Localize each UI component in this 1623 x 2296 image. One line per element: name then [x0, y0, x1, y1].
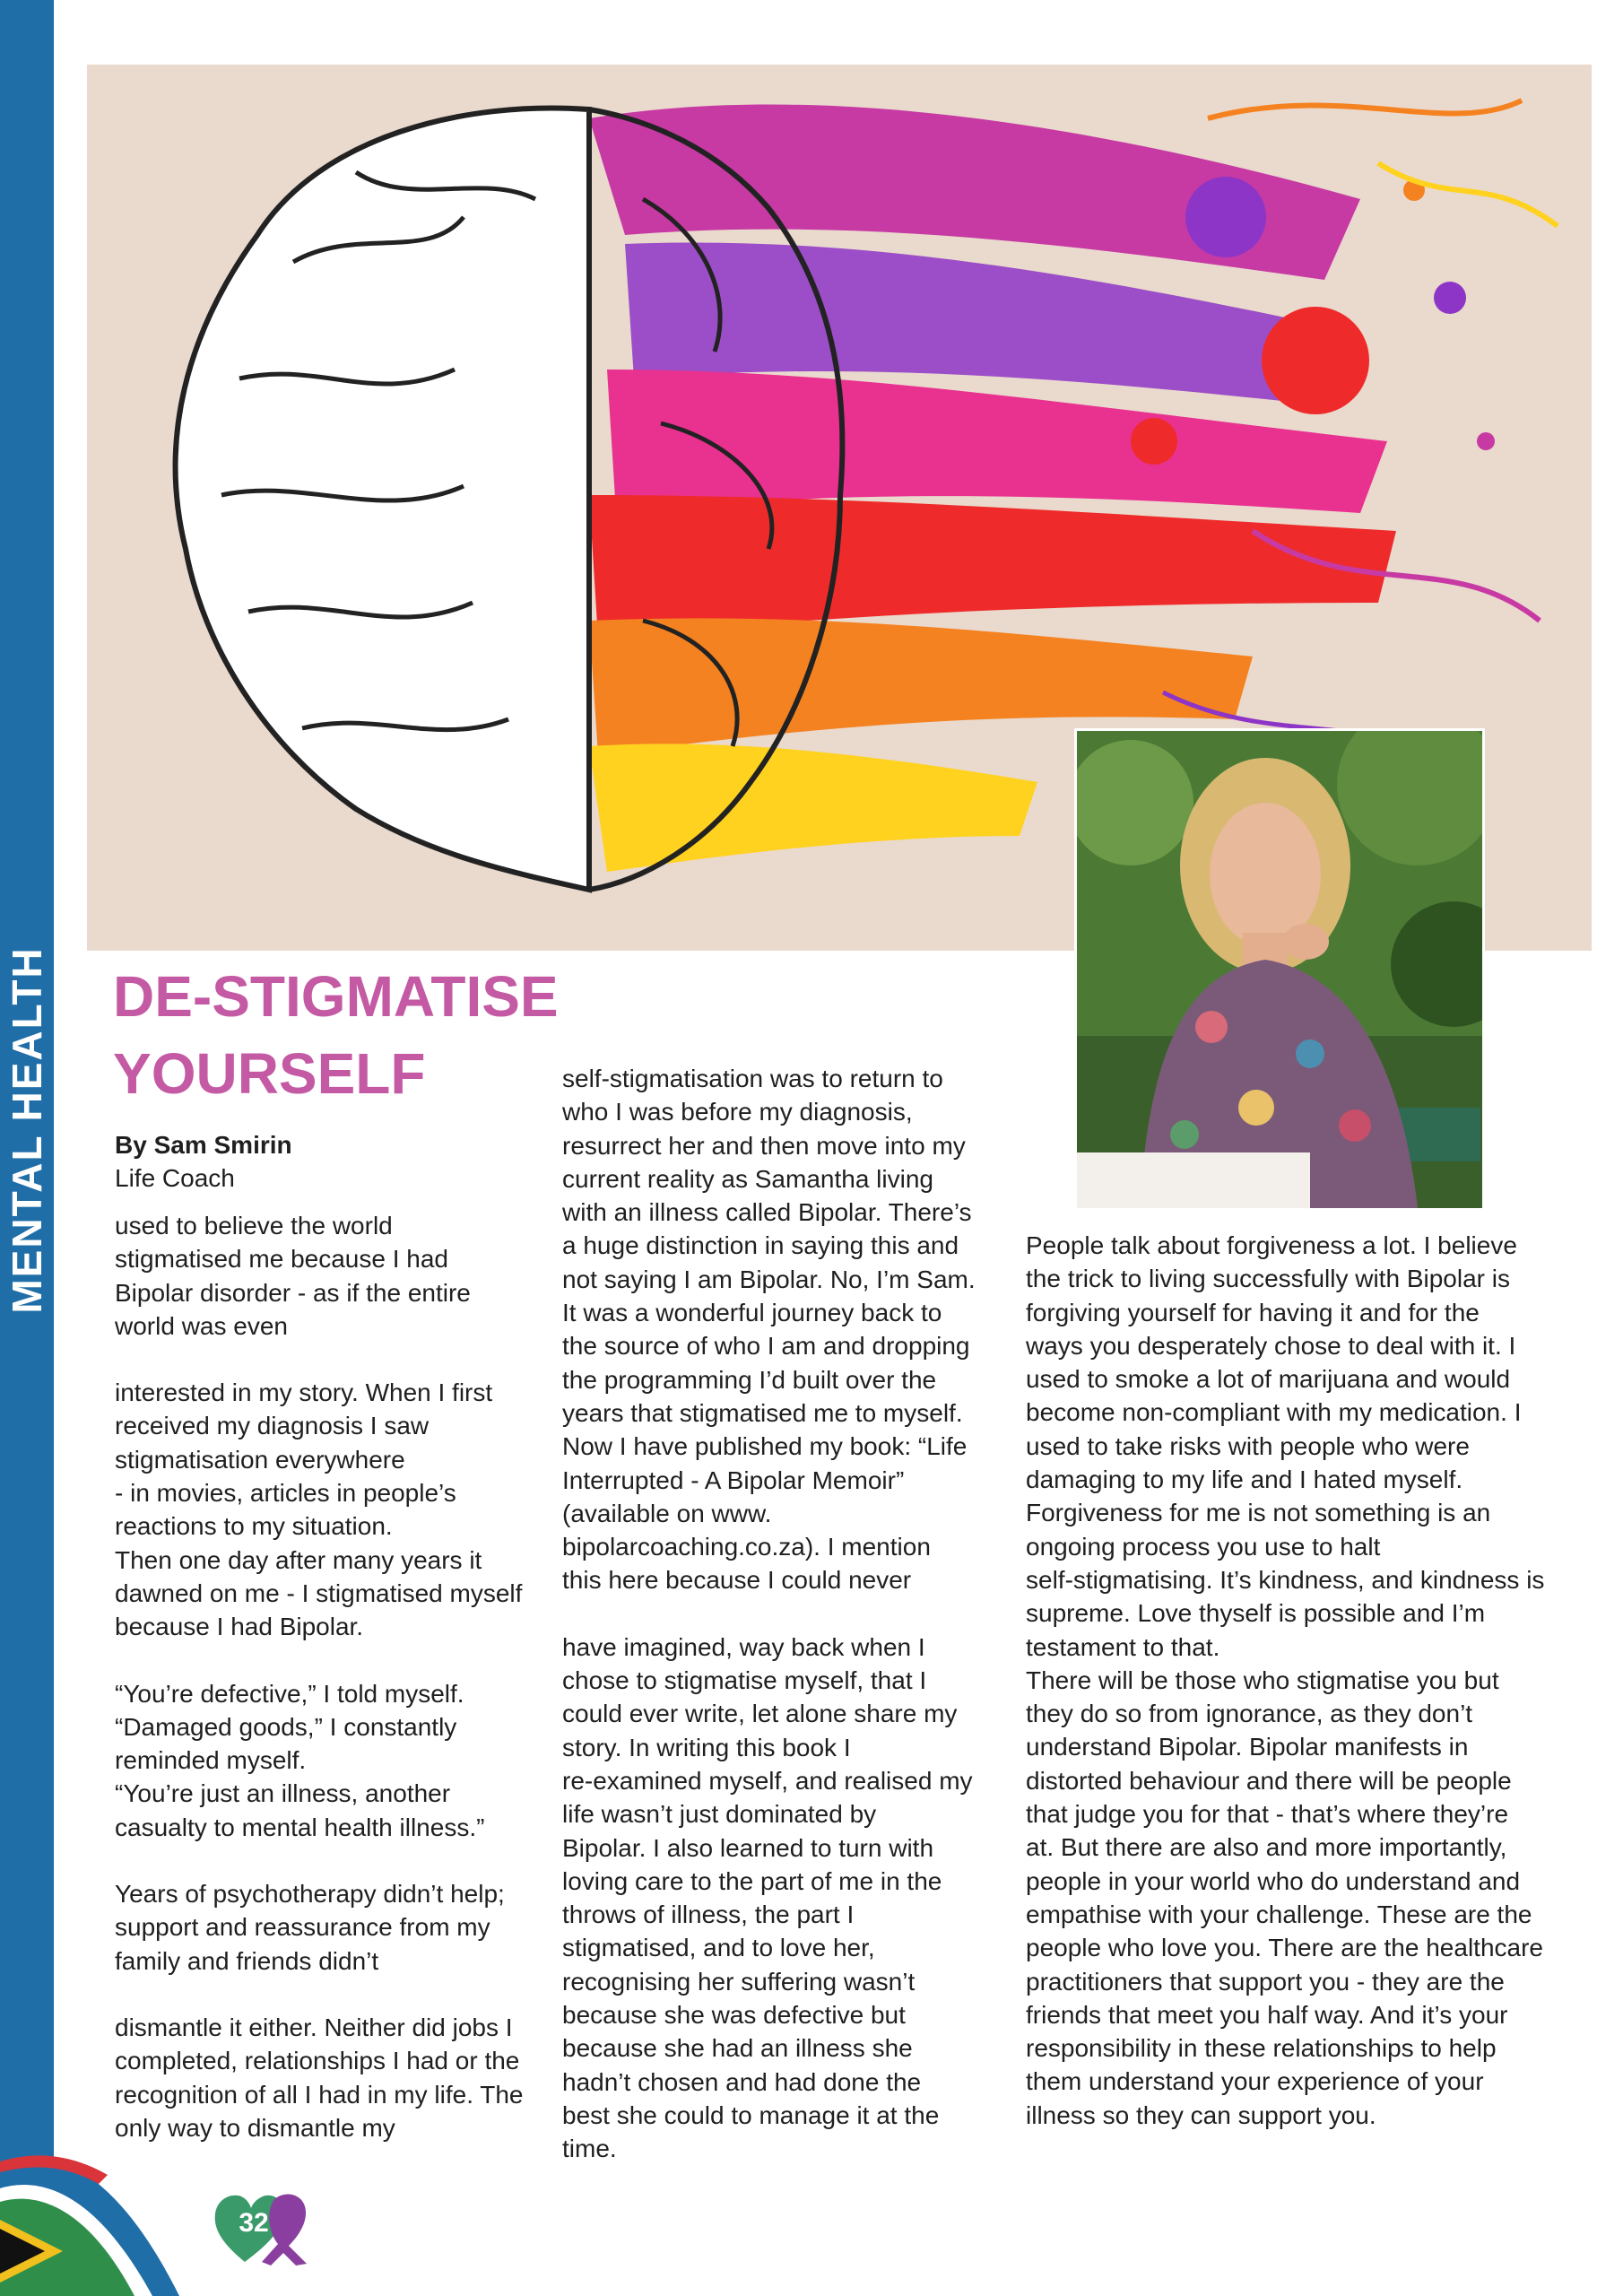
author-role: Life Coach [115, 1164, 235, 1192]
south-africa-flag-icon [0, 2135, 179, 2296]
author-photo [1074, 728, 1485, 1211]
paragraph: have imagined, way back when I chose to stigmatise myself, that I could ever write, let alone share my story. In writing this book I re-examined myself, and realised my life wasn’t just dominated by Bipolar. I also learned to turn with loving care to the part of me in the throws of illness, the part I stigmatised, and to love her, recognising her suffering wasn’t because she was defective but because she had an illness she hadn’t chosen and had done the best she could to manage it at the time. [562, 1632, 973, 2163]
text-column-3 [1026, 1229, 1582, 2132]
paragraph: People talk about forgiveness a lot. I believe the trick to living successfully with Bipolar is forgiving yourself for having it and for the ways you desperately chose to deal with it. I used to smoke a lot of marijuana and would become non-compliant with my medication. I used to take risks with people who were damaging to my life and I hated myself. Forgiveness for me is not something is an ongoing process you use to halt self-stigmatising. It’s kindness, and kindness is supreme. Love thyself is possible and I’m testament to that. There will be those who stigmatise you but they do so from ignorance, as they don’t understand Bipolar. Bipolar manifests in distorted behaviour and there will be people that judge you for that - that’s where they’re at. But there are also and more importantly, people in your world who do understand and empathise with your challenge. These are the people who love you. There are the healthcare practitioners that support you - they are the friends that meet you half way. And it’s your responsibility in these relationships to help them understand your experience of your illness so they can support you. [1026, 1231, 1545, 2129]
section-sidebar [0, 0, 54, 2296]
author-name: By Sam Smirin [115, 1131, 292, 1159]
byline [115, 1128, 292, 1195]
paragraph: dismantle it either. Neither did jobs I completed, relationships I had or the recognition of all I had in my life. The only way to dismantle my [115, 2013, 524, 2142]
section-label: MENTAL HEALTH [4, 946, 50, 1314]
text-column-2 [562, 1062, 1006, 2166]
article-title-line-1: DE-STIGMATISE [113, 964, 559, 1029]
article-title [113, 958, 579, 1112]
paragraph: self-stigmatisation was to return to who I was before my diagnosis, resurrect her and then move into my current reality as Samantha living with an illness called Bipolar. There’s a huge distinction in saying this and not saying I am Bipolar. No, I’m Sam. It was a wonderful journey back to the source of who I am and dropping the programming I’d built over the years that stigmatised me to myself. Now I have published my book: “Life Interrupted - A Bipolar Memoir” (available on www. bipolarcoaching.co.za). I mention this here because I could never [562, 1065, 976, 1595]
paragraph: “You’re defective,” I told myself. “Damaged goods,” I constantly reminded myself. “You’re just an illness, another casualty to mental health illness.” [115, 1679, 485, 1841]
author-photo-graphic [1077, 731, 1482, 1208]
paragraph: used to believe the world stigmatised me because I had Bipolar disorder - as if the entire world was even [115, 1212, 471, 1340]
text-column-1 [115, 1209, 545, 2144]
page-number: 32 [239, 2208, 269, 2238]
article-title-line-2: YOURSELF [113, 1041, 426, 1106]
paragraph: Years of psychotherapy didn’t help; support and reassurance from my family and friends didn’t [115, 1880, 505, 1975]
paragraph: interested in my story. When I first received my diagnosis I saw stigmatisation everywhere - in movies, articles in people’s reactions to my situation. Then one day after many years it dawned on me - I stigmatised myself because I had Bipolar. [115, 1378, 523, 1641]
